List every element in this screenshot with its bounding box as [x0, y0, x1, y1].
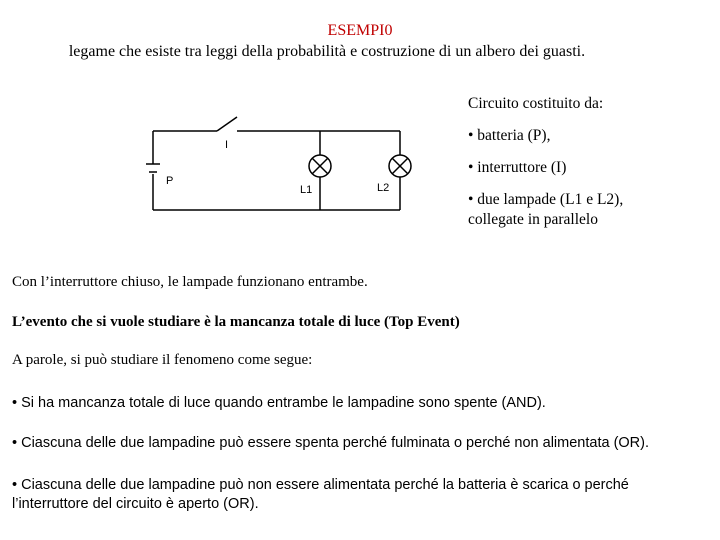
description-item-switch: • interruttore (I): [468, 159, 567, 176]
description-item-lamps: • due lampade (L1 e L2),: [468, 191, 624, 208]
description-item-parallel: collegate in parallelo: [468, 211, 598, 228]
body-paragraph-1: Con l’interruttore chiuso, le lampade funzionano entrambe.: [12, 274, 368, 290]
body-bullet-or-power-line1: • Ciascuna delle due lampadine può non essere alimentata perché la batteria è scarica o perché: [12, 477, 629, 493]
description-intro: Circuito costituito da:: [468, 95, 604, 112]
page-title: ESEMPI0: [327, 22, 393, 39]
lamp1-symbol: [309, 155, 331, 177]
page-subtitle: legame che esiste tra leggi della probabilità e costruzione di un albero dei guasti.: [68, 43, 586, 60]
description-item-battery: • batteria (P),: [468, 127, 551, 144]
circuit-diagram: [140, 108, 430, 218]
body-paragraph-top-event: L’evento che si vuole studiare è la mancanza totale di luce (Top Event): [12, 314, 460, 330]
body-bullet-or-power-line2: l’interruttore del circuito è aperto (OR).: [12, 496, 259, 512]
lamp1-label: L1: [300, 184, 313, 196]
body-bullet-or-lamps: • Ciascuna delle due lampadine può essere spenta perché fulminata o perché non alimentata (OR).: [12, 435, 650, 451]
circuit-description: [468, 94, 718, 230]
battery-label: P: [166, 175, 174, 187]
switch-lever: [217, 117, 237, 131]
lamp2-symbol: [389, 155, 411, 177]
body-paragraph-3: A parole, si può studiare il fenomeno come segue:: [12, 352, 313, 368]
lamp2-label: L2: [377, 182, 390, 194]
body-bullet-and: • Si ha mancanza totale di luce quando entrambe le lampadine sono spente (AND).: [12, 395, 546, 411]
switch-label: I: [225, 139, 229, 151]
